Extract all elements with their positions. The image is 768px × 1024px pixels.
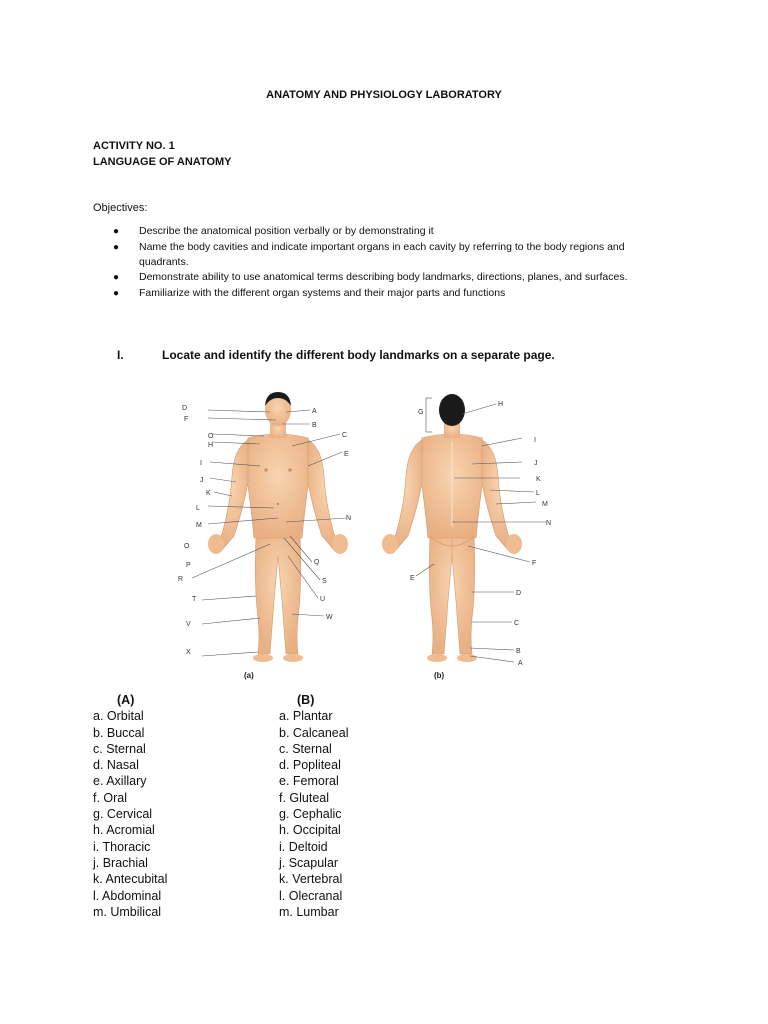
list-item: d. Popliteal	[279, 758, 341, 773]
label-D: D	[182, 405, 188, 412]
list-item: h. Acromial	[93, 823, 155, 838]
objective-text: Demonstrate ability to use anatomical terms describing body landmarks, directions, planes, and surfaces.	[139, 271, 628, 283]
body-landmarks-figure	[152, 386, 572, 684]
label-J: J	[200, 477, 204, 484]
list-item: h. Occipital	[279, 823, 341, 838]
objectives-list	[113, 224, 673, 301]
section-text: Locate and identify the different body landmarks on a separate page.	[162, 348, 555, 362]
label-A: A	[312, 408, 317, 415]
label-P: P	[186, 562, 191, 569]
bullet-icon: ●	[113, 226, 120, 237]
activity-title: LANGUAGE OF ANATOMY	[93, 156, 232, 168]
list-item: a. Orbital	[93, 709, 144, 724]
label-S: S	[322, 578, 327, 585]
objective-text: Name the body cavities and indicate important organs in each cavity by referring to the body regions and quadrants.	[139, 240, 625, 268]
list-item: i. Thoracic	[93, 839, 151, 854]
list-item: k. Antecubital	[93, 872, 168, 887]
label-back-E: E	[410, 575, 415, 582]
label-R: R	[178, 576, 184, 583]
label-back-D: D	[516, 590, 522, 597]
label-V: V	[186, 621, 191, 628]
label-H: H	[208, 442, 214, 449]
list-item: c. Sternal	[279, 741, 332, 756]
objective-item	[113, 270, 673, 285]
list-item: b. Calcaneal	[279, 725, 349, 740]
label-back-M: M	[542, 501, 548, 508]
list-item: k. Vertebral	[279, 872, 343, 887]
label-Q: Q	[314, 559, 320, 566]
list-item: j. Scapular	[279, 855, 339, 870]
list-b-heading: (B)	[297, 693, 315, 707]
label-I: I	[200, 460, 202, 467]
list-item: m. Lumbar	[279, 904, 339, 919]
label-E: E	[344, 451, 349, 458]
label-L: L	[196, 505, 200, 512]
label-O: O	[208, 433, 214, 440]
label-back-F: F	[532, 560, 537, 567]
list-item: e. Axillary	[93, 774, 147, 789]
label-back-C: C	[514, 620, 520, 627]
activity-number: ACTIVITY NO. 1	[93, 140, 175, 152]
list-a-heading: (A)	[117, 693, 135, 707]
list-item: i. Deltoid	[279, 839, 328, 854]
label-N: N	[346, 515, 352, 522]
list-item: j. Brachial	[93, 855, 148, 870]
label-back-J: J	[534, 460, 538, 467]
list-item: c. Sternal	[93, 741, 146, 756]
label-back-H: H	[498, 401, 504, 408]
section-number: I.	[117, 348, 124, 362]
caption-a: (a)	[244, 671, 254, 680]
list-b	[279, 692, 349, 920]
label-U: U	[320, 596, 326, 603]
list-item: e. Femoral	[279, 774, 339, 789]
label-back-B: B	[516, 648, 521, 655]
list-item: d. Nasal	[93, 758, 139, 773]
objective-item	[113, 286, 673, 301]
label-O2: O	[184, 543, 190, 550]
objective-text: Describe the anatomical position verbally or by demonstrating it	[139, 225, 434, 237]
list-a	[93, 692, 167, 920]
label-back-K: K	[536, 476, 541, 483]
label-B: B	[312, 422, 317, 429]
label-W: W	[326, 614, 333, 621]
list-item: f. Gluteal	[279, 790, 330, 805]
label-T: T	[192, 596, 197, 603]
label-F: F	[184, 416, 189, 423]
bullet-icon: ●	[113, 241, 120, 253]
objective-item	[113, 240, 673, 270]
label-back-G: G	[418, 409, 424, 416]
objective-item	[113, 224, 673, 239]
caption-b: (b)	[434, 671, 445, 680]
list-item: l. Abdominal	[93, 888, 162, 903]
bullet-icon: ●	[113, 287, 120, 299]
list-item: l. Olecranal	[279, 888, 343, 903]
objectives-label: Objectives:	[93, 202, 148, 214]
objective-text: Familiarize with the different organ systems and their major parts and functions	[139, 286, 506, 299]
list-item: b. Buccal	[93, 725, 145, 740]
bullet-icon: ●	[113, 272, 120, 283]
label-back-L: L	[536, 490, 540, 497]
label-back-N: N	[546, 520, 552, 527]
list-item: f. Oral	[93, 790, 128, 805]
label-C: C	[342, 432, 348, 439]
label-back-I: I	[534, 437, 536, 444]
document-title: ANATOMY AND PHYSIOLOGY LABORATORY	[266, 89, 502, 101]
list-item: a. Plantar	[279, 709, 333, 724]
section-heading	[117, 348, 555, 362]
label-back-A: A	[518, 660, 523, 667]
list-item: g. Cervical	[93, 807, 153, 822]
label-K: K	[206, 490, 211, 497]
label-X: X	[186, 649, 191, 656]
label-M: M	[196, 522, 202, 529]
list-item: g. Cephalic	[279, 807, 342, 822]
list-item: m. Umbilical	[93, 904, 162, 919]
